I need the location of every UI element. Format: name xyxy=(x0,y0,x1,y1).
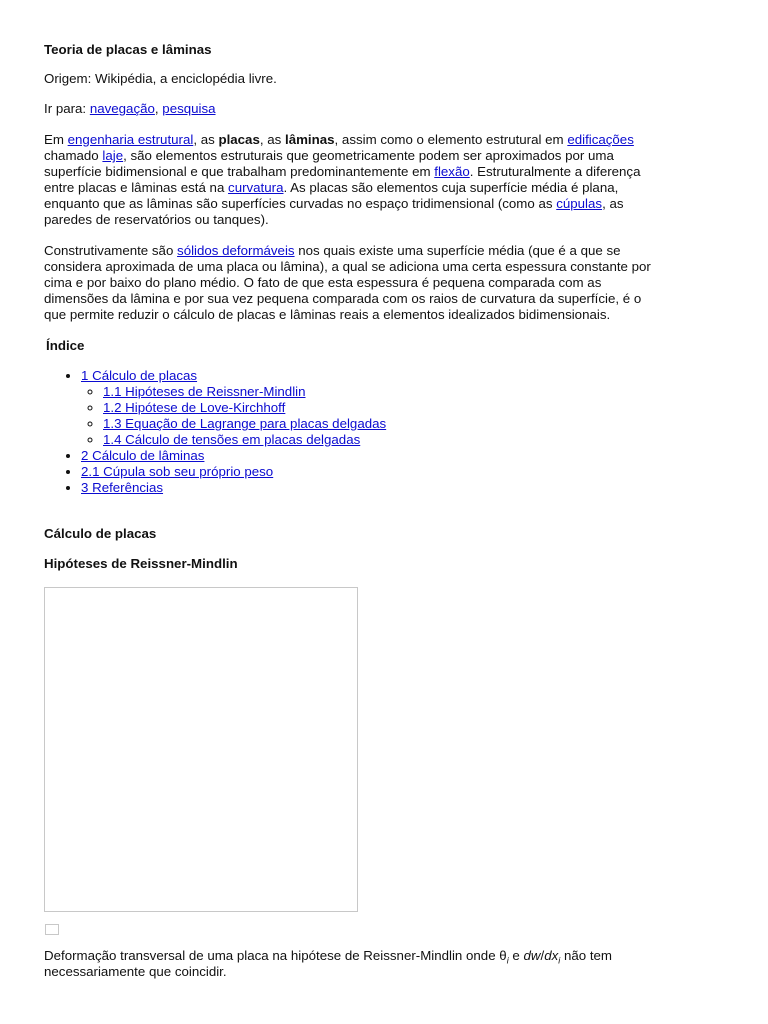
text-run: não tem necessariamente que coincidir. xyxy=(44,948,612,979)
toc-item xyxy=(81,368,664,448)
subscript-i: i xyxy=(506,955,509,966)
toc-link-calculo-de-laminas[interactable]: 2 Cálculo de lâminas xyxy=(81,448,205,463)
article-title: Teoria de placas e lâminas xyxy=(44,42,212,57)
link-cupulas[interactable]: cúpulas xyxy=(556,196,603,211)
link-flexao[interactable]: flexão xyxy=(434,164,470,179)
toc-subitem xyxy=(103,432,664,448)
figure-caption xyxy=(44,948,664,980)
table-of-contents xyxy=(44,368,664,496)
bold-laminas: lâminas xyxy=(285,132,335,147)
subscript-i: i xyxy=(558,955,561,966)
toc-item xyxy=(81,464,664,480)
article-origin: Origem: Wikipédia, a enciclopédia livre. xyxy=(44,71,277,86)
toc-item xyxy=(81,480,664,496)
text-run: e xyxy=(508,948,524,963)
text-run: chamado xyxy=(44,148,103,163)
toc-subitem xyxy=(103,400,664,416)
section-title: Cálculo de placas xyxy=(44,526,157,541)
text-run: . Estruturalmente a diferença entre placas e lâminas está na xyxy=(44,164,641,195)
toc-link-lagrange[interactable]: 1.3 Equação de Lagrange para placas delgadas xyxy=(103,416,387,431)
text-run: , as paredes de reservatórios ou tanques). xyxy=(44,196,624,227)
link-laje[interactable]: laje xyxy=(102,148,124,163)
intro-paragraph xyxy=(44,132,664,228)
navigation-link[interactable]: navegação xyxy=(89,101,155,116)
italic-dx: dx xyxy=(544,948,559,963)
construction-paragraph xyxy=(44,243,664,323)
italic-dw: dw xyxy=(523,948,541,963)
toc-link-love-kirchhoff[interactable]: 1.2 Hipótese de Love-Kirchhoff xyxy=(103,400,286,415)
link-engenharia-estrutural[interactable]: engenharia estrutural xyxy=(67,132,194,147)
toc-item xyxy=(81,448,664,464)
text-run: , as xyxy=(259,132,285,147)
link-curvatura[interactable]: curvatura xyxy=(228,180,284,195)
theta-symbol: θ xyxy=(499,948,507,963)
jump-prefix: Ir para: xyxy=(44,101,90,116)
toc-link-cupula[interactable]: 2.1 Cúpula sob seu próprio peso xyxy=(81,464,274,479)
toc-subitem xyxy=(103,416,664,432)
text-run: Deformação transversal de uma placa na hipótese de Reissner-Mindlin onde xyxy=(44,948,500,963)
toc-subitem xyxy=(103,384,664,400)
figure-image[interactable] xyxy=(44,587,358,912)
text-run: , assim como o elemento estrutural em xyxy=(334,132,568,147)
magnify-icon[interactable] xyxy=(45,924,59,935)
toc-link-referencias[interactable]: 3 Referências xyxy=(81,480,164,495)
toc-link-calculo-de-placas[interactable]: 1 Cálculo de placas xyxy=(81,368,198,383)
search-link[interactable]: pesquisa xyxy=(162,101,216,116)
link-solidos-deformaveis[interactable]: sólidos deformáveis xyxy=(177,243,295,258)
text-run: , as xyxy=(193,132,219,147)
text-run: / xyxy=(540,948,545,963)
bold-placas: placas xyxy=(218,132,260,147)
link-edificacoes[interactable]: edificações xyxy=(567,132,634,147)
text-run: Em xyxy=(44,132,68,147)
text-run: Construtivamente são xyxy=(44,243,178,258)
toc-link-tensoes[interactable]: 1.4 Cálculo de tensões em placas delgadas xyxy=(103,432,361,447)
jump-links xyxy=(44,101,664,117)
toc-sublist xyxy=(81,384,664,448)
toc-title: Índice xyxy=(46,338,85,353)
text-run: , são elementos estruturais que geometricamente podem ser aproximados por uma superfície bidimensional e que trabalham predominantemente em xyxy=(44,148,614,179)
text-run: . As placas são elementos cuja superfície média é plana, enquanto que as lâminas são superfícies curvadas no espaço tridimensional (como as xyxy=(44,180,619,211)
toc-link-reissner-mindlin[interactable]: 1.1 Hipóteses de Reissner-Mindlin xyxy=(103,384,306,399)
subsection-title: Hipóteses de Reissner-Mindlin xyxy=(44,556,238,571)
text-run: nos quais existe uma superfície média (que é a que se considera aproximada de uma placa ou lâmina), a qual se adiciona uma certa espessura constante por cima e por baixo do plano médio. O fato de que esta espessura é pequena comparada com as dimensões da lâmina e por sua vez pequena comparada com os raios de curvatura da superfície, é o que permite reduzir o cálculo de placas e lâminas reais a elementos idealizados bidimensionais. xyxy=(44,243,651,322)
jump-separator: , xyxy=(154,101,163,116)
